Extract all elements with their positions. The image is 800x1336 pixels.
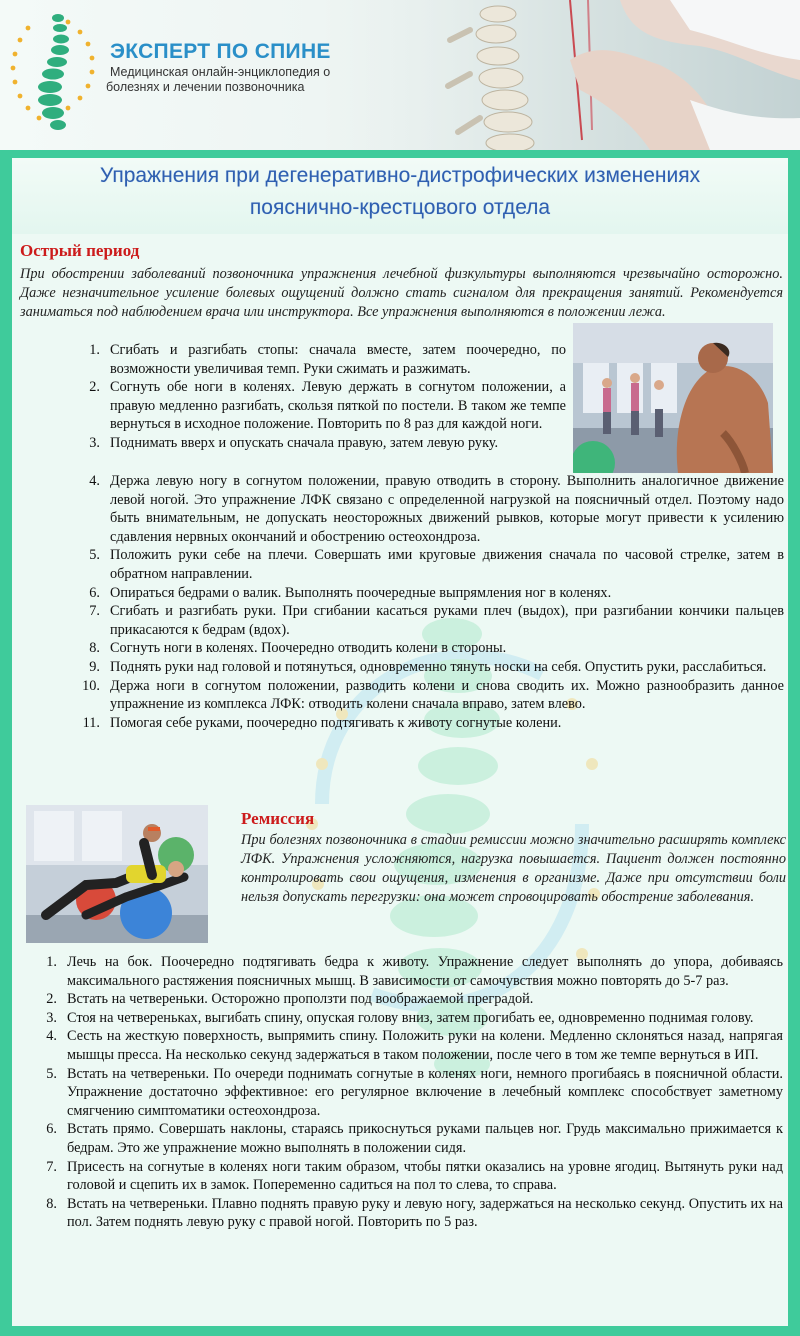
page-title-line2: пояснично-крестцового отдела <box>249 196 551 219</box>
item-number: 1. <box>46 954 57 970</box>
remission-item <box>46 1158 783 1195</box>
item-text: Опираться бедрами о валик. Выполнять поочередные выпрямления ног в коленях. <box>110 584 612 601</box>
item-number: 6. <box>89 584 100 601</box>
acute-exercises-part2 <box>82 472 784 732</box>
acute-item <box>89 639 784 658</box>
page-title <box>12 158 788 234</box>
item-text: Лечь на бок. Поочередно подтягивать бедра к животу. Упражнение следует выполнять до упора, добиваясь максимального растяжения поясничных мышц. В зависимости от самочувствия можно повторять до 5-7 раз. <box>67 954 783 989</box>
frame-bottom <box>0 1326 800 1336</box>
item-text: Держа ноги в согнутом положении, разводить колени и снова сводить их. Можно разнообразить данное упражнение из комплекса ЛФК: отводить колени сначала вправо, затем влево. <box>110 677 784 713</box>
remission-item <box>46 990 783 1009</box>
acute-item <box>89 546 784 583</box>
acute-item <box>89 584 784 603</box>
item-text: Сгибать и разгибать руки. При сгибании касаться руками плеч (выдох), при разгибании кончики пальцев прикасаются к бедрам (вдох). <box>110 603 784 638</box>
remission-exercises <box>46 953 783 1232</box>
item-text: Сесть на жесткую поверхность, выпрямить спину. Положить руки на колени. Медленно склоняться назад, напрягая мышцы пресса. На несколько секунд задержаться в таком положении, после чего в том же темпе вернуться в ИП. <box>67 1028 783 1063</box>
logo-title: ЭКСПЕРТ ПО СПИНЕ <box>110 40 331 63</box>
item-text: Сгибать и разгибать стопы: сначала вместе, затем поочередно, по возможности увеличивая темп. Руки сжимать и разжимать. <box>110 342 566 377</box>
item-number: 2. <box>46 991 57 1008</box>
item-number: 2. <box>89 379 100 396</box>
item-text: Поднять руки над головой и потянуться, одновременно тянуть носки на себя. Опустить руки, расслабиться. <box>110 658 767 675</box>
acute-heading: Острый период <box>20 241 140 260</box>
item-number: 10. <box>82 677 100 694</box>
site-header <box>0 0 800 150</box>
item-number: 4. <box>89 473 100 489</box>
gym-class-photo <box>573 323 773 473</box>
item-number: 6. <box>46 1121 57 1138</box>
page-title-line1: Упражнения при дегенеративно-дистрофических изменениях <box>99 164 701 187</box>
item-number: 8. <box>89 640 100 657</box>
item-number: 3. <box>89 434 100 451</box>
acute-item <box>89 658 784 677</box>
acute-exercises-part1 <box>89 341 566 453</box>
item-text: Встать на четвереньки. Осторожно проползти под воображаемой преградой. <box>67 991 534 1008</box>
fitball-exercise-photo <box>26 805 208 943</box>
item-text: Поднимать вверх и опускать сначала правую, затем левую руку. <box>110 434 499 451</box>
item-text: Стоя на четвереньках, выгибать спину, опуская голову вниз, затем прогибать ее, одновременно поднимая голову. <box>67 1009 754 1026</box>
item-text: Согнуть ноги в коленях. Поочередно отводить колени в стороны. <box>110 640 507 657</box>
item-text: Встать прямо. Совершать наклоны, стараясь прикоснуться руками пальцев ног. Грудь максимально прижимается к бедрам. Это же упражнение можно выполнять в положении сидя. <box>67 1121 783 1156</box>
item-number: 5. <box>46 1065 57 1082</box>
acute-item <box>89 472 784 546</box>
fitball-exercise-image <box>26 805 208 943</box>
article-content <box>12 234 788 1326</box>
item-text: Положить руки себе на плечи. Совершать ими круговые движения сначала по часовой стрелке, затем в обратном направлении. <box>110 547 784 582</box>
remission-heading: Ремиссия <box>241 809 315 828</box>
acute-intro: При обострении заболеваний позвоночника упражнения лечебной физкультуры выполняются чрезвычайно осторожно. Даже незначительное усиление болевых ощущений должно стать сигналом для прекращения занятий. Рекомендуется заниматься под наблюдением врача или инструктора. Все упражнения выполняются в положении лежа. <box>20 266 783 320</box>
item-number: 4. <box>46 1028 57 1045</box>
item-number: 8. <box>46 1195 57 1212</box>
item-text: Помогая себе руками, поочередно подтягивать к животу согнутые колени. <box>110 714 562 731</box>
item-text: Встать на четвереньки. Плавно поднять правую руку и левую ногу, задержаться на несколько секунд. Опустить их на пол. Затем поднять левую руку с правой ногой. Повторить по 5 раз. <box>67 1195 783 1231</box>
remission-intro: При болезнях позвоночника в стадии ремиссии можно значительно расширять комплекс ЛФК. Упражнения усложняются, нагрузка повышается. Пациент должен постоянно контролировать свои ощущения, изменения в организме. Даже при отсутствии боли нельзя допускать перегрузки: она может спровоцировать обострение заболевания. <box>241 832 786 905</box>
item-number: 7. <box>46 1158 57 1175</box>
acute-item <box>89 434 566 453</box>
remission-item <box>46 1065 783 1121</box>
acute-item <box>89 602 784 639</box>
acute-item <box>89 341 566 378</box>
frame-right <box>788 150 800 1336</box>
item-text: Присесть на согнутые в коленях ноги таким образом, чтобы пятки оказались на уровне ягодиц. Вытянуть руки над головой и сцепить их в замок. Попеременно садиться на пол то слева, то справа. <box>67 1158 783 1194</box>
gym-class-image <box>573 323 773 473</box>
acute-item <box>82 677 784 714</box>
item-text: Согнуть обе ноги в коленях. Левую держать в согнутом положении, а правую медленно разгибать, скользя пяткой по постели. В таком же темпе вернуться в исходное положение. Повторить по 8 раз для каждой ноги. <box>110 379 566 433</box>
remission-item <box>46 1009 783 1028</box>
item-number: 11. <box>82 714 100 731</box>
item-number: 1. <box>89 342 100 358</box>
item-number: 3. <box>46 1009 57 1026</box>
item-number: 9. <box>89 658 100 675</box>
acute-item <box>82 714 784 733</box>
item-text: Держа левую ногу в согнутом положении, правую отводить в сторону. Выполнить аналогичное движение левой ногой. Это упражнение ЛФК связано с определенной нагрузкой на поясничный отдел. Поэтому надо быть внимательным, не допускать неосторожных движений рывков, которые могут привести к усилению сдавления нервных окончаний и обострению остеохондроза. <box>110 473 784 545</box>
doctor-spine-illustration <box>330 0 800 150</box>
remission-item <box>46 1120 783 1157</box>
logo-subtitle <box>106 65 356 95</box>
title-band <box>0 150 800 234</box>
item-number: 7. <box>89 603 100 620</box>
item-number: 5. <box>89 547 100 564</box>
logo-subtitle-line1: Медицинская онлайн-энциклопедия о <box>110 65 331 79</box>
spine-logo-icon <box>6 8 110 132</box>
logo-subtitle-line2: болезнях и лечении позвоночника <box>106 80 305 94</box>
remission-item <box>46 1027 783 1064</box>
acute-item <box>89 378 566 434</box>
remission-item <box>46 1195 783 1232</box>
frame-left <box>0 150 12 1336</box>
item-text: Встать на четвереньки. По очереди поднимать согнутые в коленях ноги, немного прогибаясь в поясничной области. Упражнение достаточно эффективное: его регулярное включение в лечебный комплекс способствует заметному смягчению симптоматики остеохондроза. <box>67 1065 783 1119</box>
remission-item <box>46 953 783 990</box>
